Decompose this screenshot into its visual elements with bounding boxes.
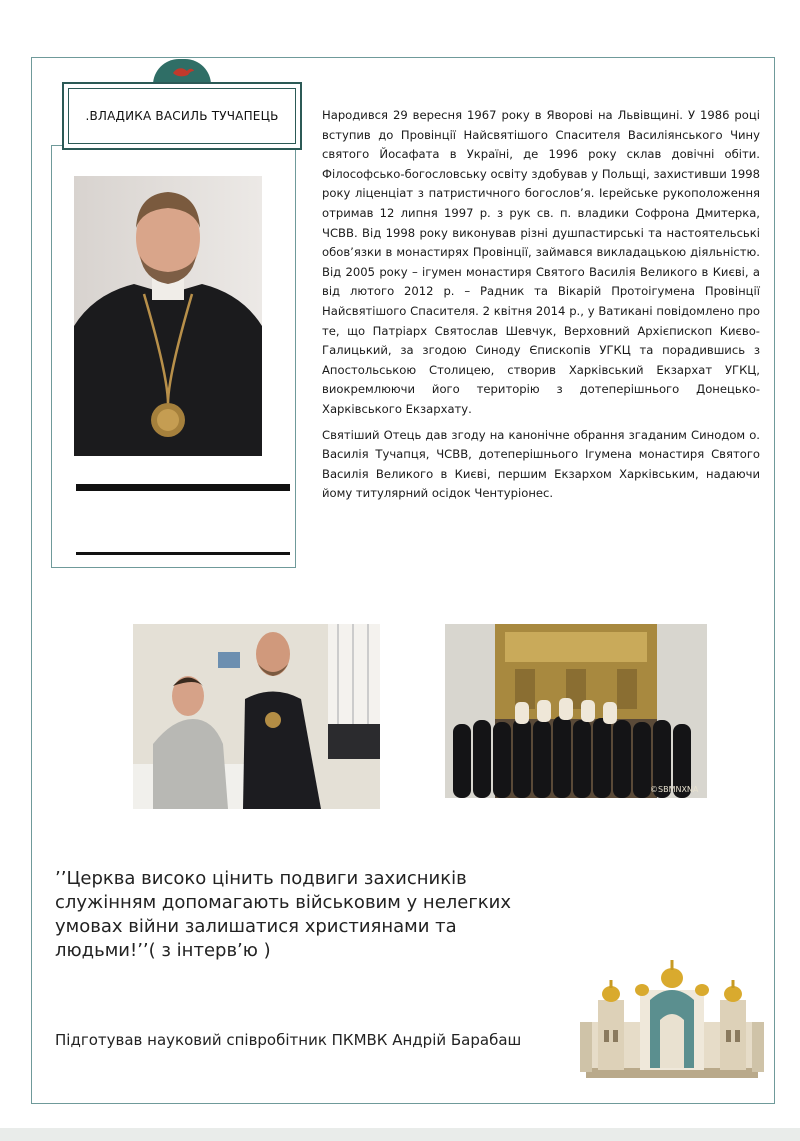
page-title: .ВЛАДИКА ВАСИЛЬ ТУЧАПЕЦЬ: [68, 88, 296, 144]
author-credit: Підготував науковий співробітник ПКМВК Андрій Барабаш: [55, 1031, 522, 1049]
title-box: [62, 82, 302, 150]
hospital-visit-photo: [133, 624, 380, 809]
interview-quote: ’’Церква високо цінить подвиги захисників служінням допомагають військовим у нелегких умовах війни залишатися християнами та людьми!’’( з інтерв’ю ): [55, 868, 512, 961]
group-photo: [445, 624, 707, 798]
biography-text: [322, 106, 760, 510]
divider-thin: [76, 552, 290, 555]
biography-paragraph: Народився 29 вересня 1967 року в Яворові на Львівщині. У 1986 році вступив до Провінції Найсвятішого Спасителя Василіянського Чину святого Йосафата в Україні, де 1996 року склав довічні обіти. Філософсько-богословську освіту здобував у Польщі, захистивши 1998 року ліценціат з патристичного богослов’я. Ієрейське рукоположення отримав 12 липня 1997 р. з рук св. п. владики Софрона Дмитерка, ЧСВВ. Від 1998 року виконував різні душпастирські та настоятельські обов’язки в монастирях Провінції, займався викладацькою діяльністю. Від 2005 року – ігумен монастиря Святого Василія Великого в Києві, а від лютого 2012 р. – Радник та Вікарій Протоігумена Провінції Найсвятішого Спасителя. 2 квітня 2014 р., у Ватикані повідомлено про те, що Патріарх Святослав Шевчук, Верховний Архієпископ Києво-Галицький, за згодою Синоду Єпископів УГКЦ та порадившись з Апостольською Столицею, створив Харківський Екзархат УГКЦ, виокремлюючи його територію з дотеперішнього Донецько-Харківського Екзархату.: [322, 108, 760, 416]
biography-paragraph: Святіший Отець дав згоду на канонічне обрання згаданим Синодом о. Василія Тучапця, ЧСВВ, дотеперішнього Ігумена монастиря Святого Василія Великого в Києві, першим Екзархом Харківським, надаючи йому титулярний осідок Чентуріонес.: [322, 427, 760, 501]
bishop-portrait: [74, 176, 262, 456]
divider-thick: [76, 484, 290, 491]
photo-watermark: ©SBMNXNA: [650, 785, 699, 794]
cathedral-illustration: [580, 960, 764, 1078]
page-bottom-shadow: [0, 1128, 800, 1141]
